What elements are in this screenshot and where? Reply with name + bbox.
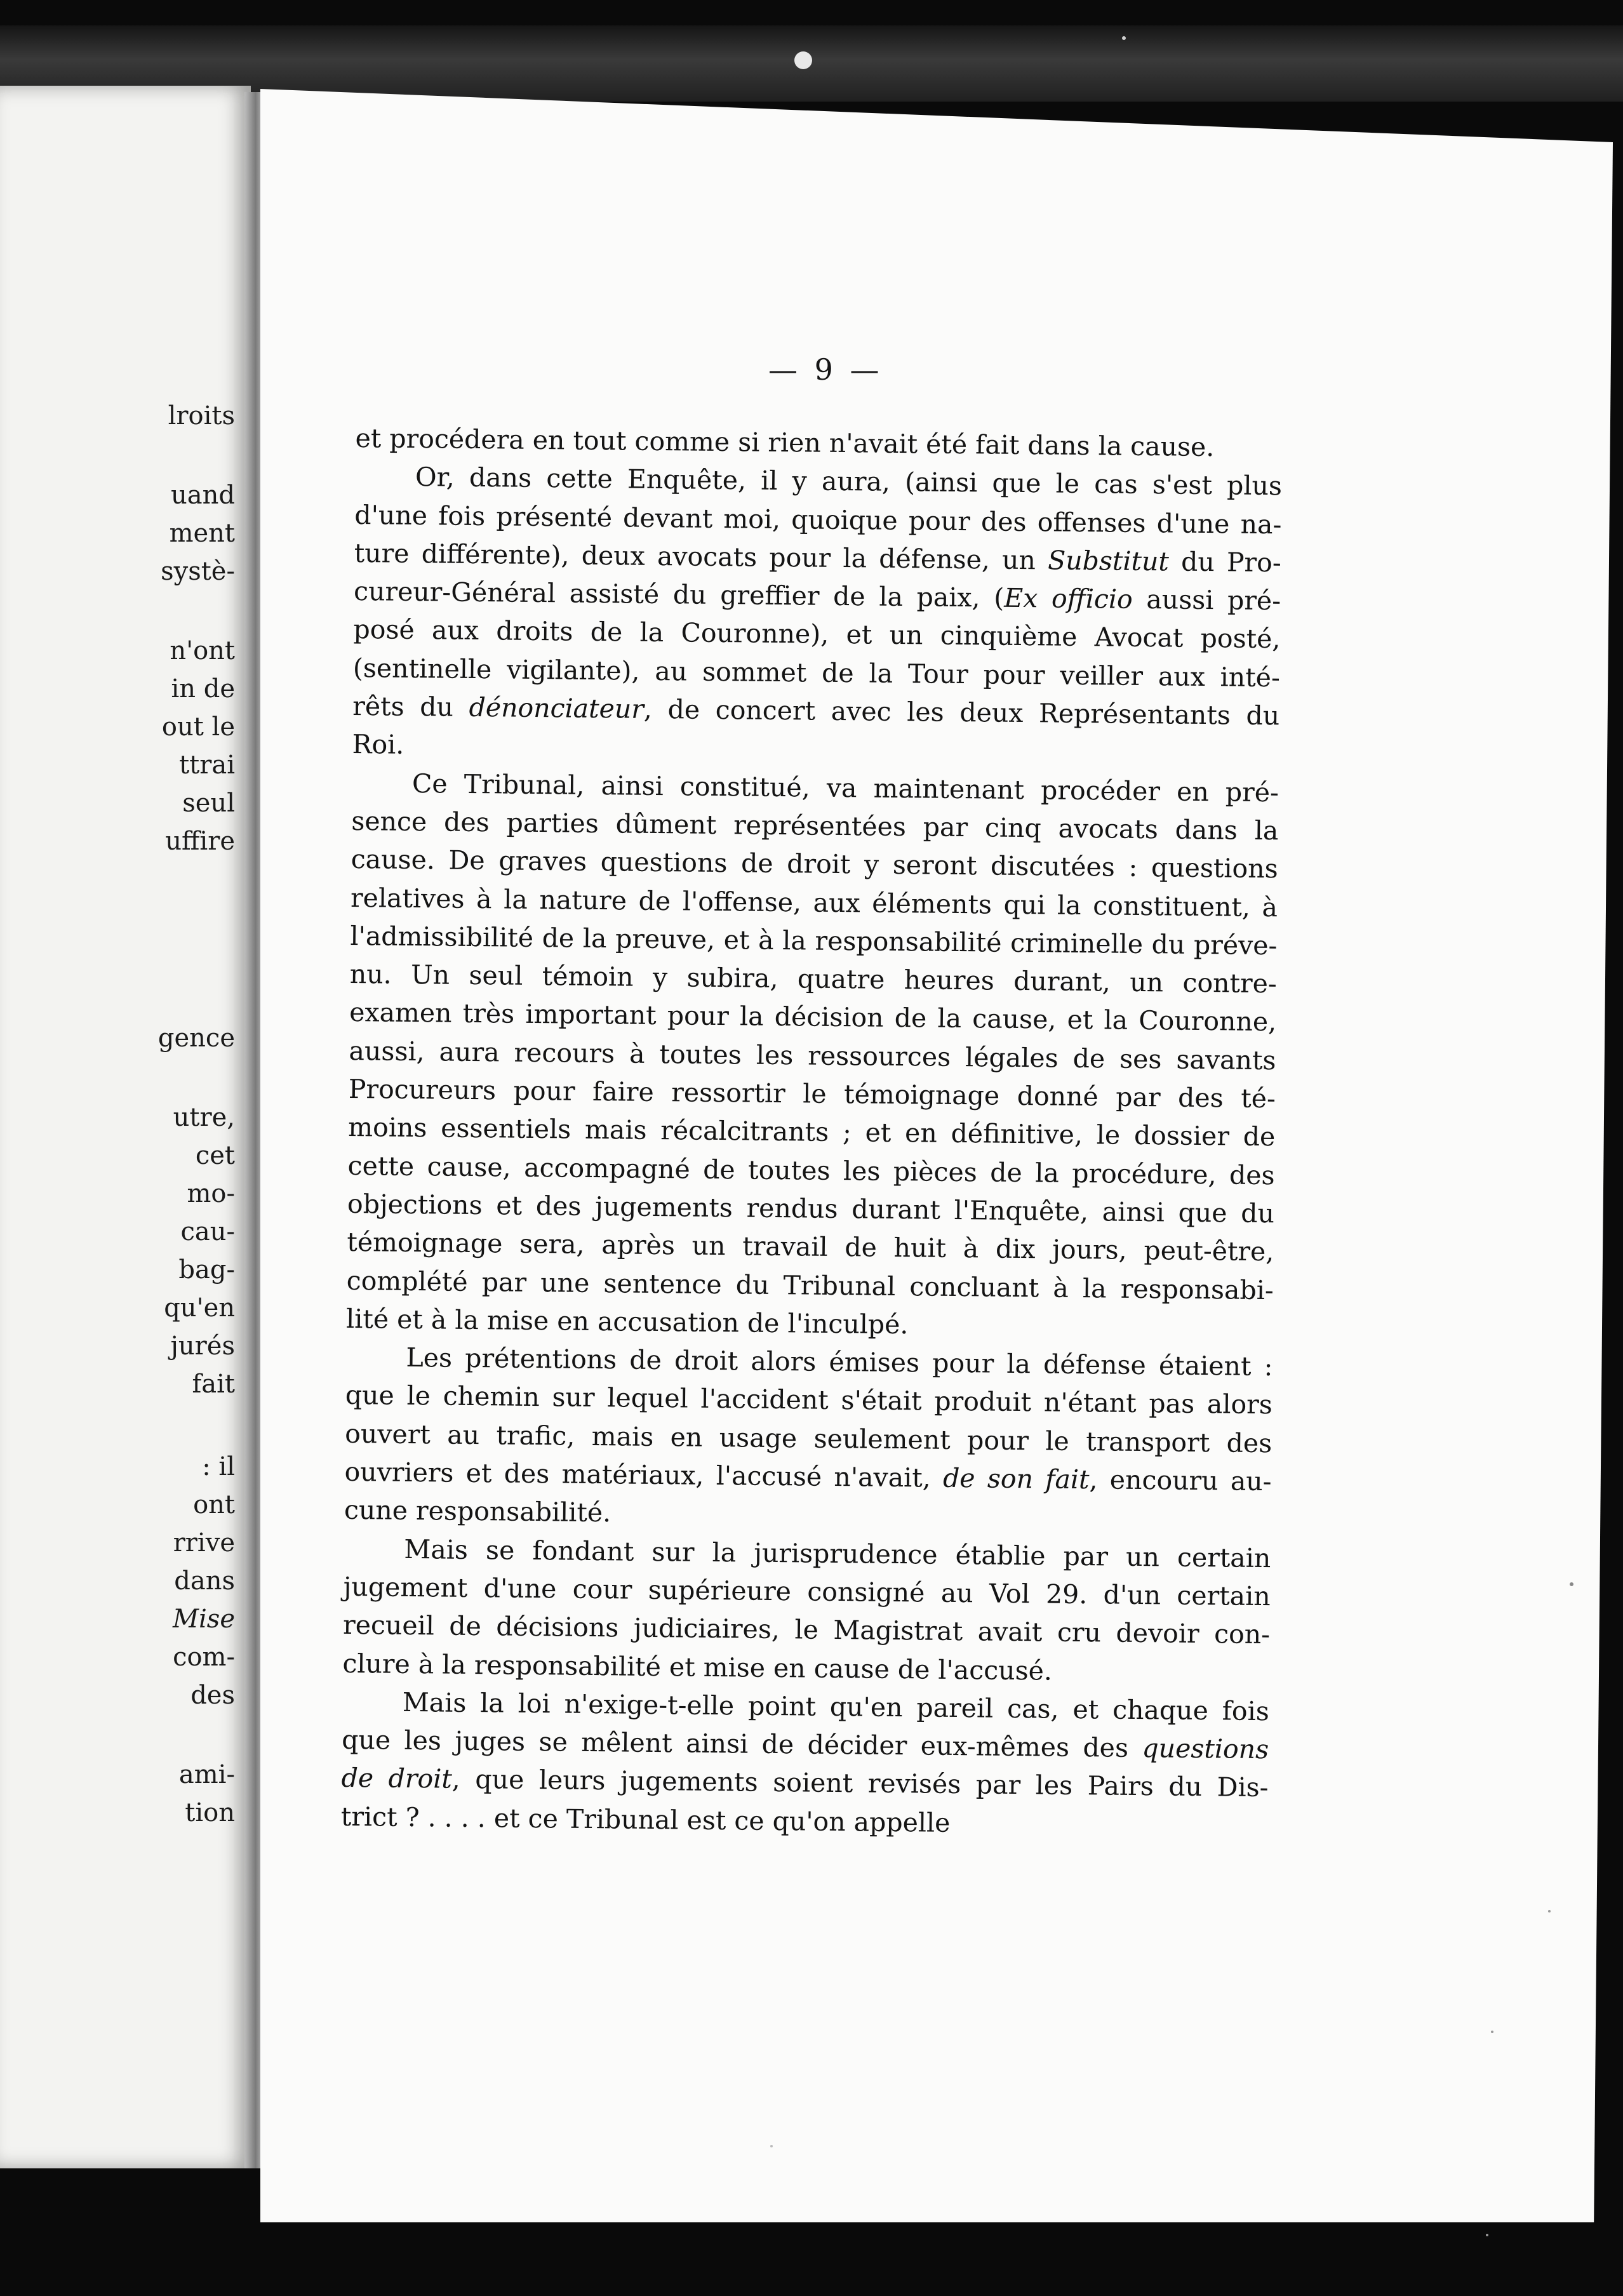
italic-segment: Substitut [1047, 545, 1170, 577]
left-fragment: mo- [187, 1179, 235, 1208]
paragraph [341, 1683, 1269, 1845]
italic-segment: de son fait [942, 1462, 1090, 1495]
italic-segment: questions [1142, 1733, 1269, 1765]
left-fragment: com- [173, 1643, 235, 1672]
left-fragment: jurés [170, 1332, 235, 1361]
text-segment: Roi. [352, 729, 404, 761]
text-segment: complété par une sentence du Tribunal concluant à la responsabi- [346, 1265, 1274, 1305]
text-segment: Les prétentions de droit alors émises pour la défense étaient : [406, 1342, 1273, 1382]
text-segment: ouvriers et des matériaux, l'accusé n'avait, [344, 1456, 944, 1493]
italic-segment: de droit [341, 1763, 453, 1795]
text-segment: Mais la loi n'exige-t-elle point qu'en pareil cas, et chaque fois [402, 1686, 1270, 1726]
text-segment: aussi pré- [1132, 584, 1281, 617]
body-text [341, 419, 1283, 1845]
left-fragment: out le [161, 712, 235, 742]
text-segment: , que leurs jugements soient revisés par les Pairs du Dis- [451, 1764, 1269, 1803]
text-segment: cureur-Général assisté du greffier de la paix, ( [353, 576, 1005, 613]
left-fragment: lroits [168, 401, 235, 431]
left-fragment: systè- [161, 557, 235, 586]
text-segment: cause. De graves questions de droit y seront discutées : questions [351, 844, 1278, 884]
left-fragment: rrive [173, 1528, 235, 1558]
text-segment: relatives à la nature de l'offense, aux éléments qui la constituent, à [350, 882, 1278, 923]
text-segment: Procureurs pour faire ressortir le témoignage donné par des té- [348, 1073, 1276, 1114]
left-fragment: ont [193, 1490, 235, 1519]
left-fragment: ttrai [179, 751, 235, 780]
left-fragment: utre, [173, 1103, 235, 1132]
paragraph [352, 457, 1282, 773]
text-segment: que les juges se mêlent ainsi de décider eux-mêmes des [341, 1724, 1142, 1764]
left-fragment: bag- [178, 1255, 235, 1285]
text-segment: lité et à la mise en accusation de l'inculpé. [345, 1303, 909, 1340]
text-segment: (sentinelle vigilante), au sommet de la Tour pour veiller aux inté- [352, 652, 1281, 693]
text-segment: clure à la responsabilité et mise en cause de l'accusé. [342, 1648, 1053, 1686]
text-segment: que le chemin sur lequel l'accident s'était produit n'étant pas alors [345, 1380, 1273, 1420]
text-segment: , encouru au- [1089, 1464, 1272, 1497]
text-segment: jugement d'une cour supérieure consigné au Vol 29. d'un certain [343, 1571, 1271, 1612]
text-segment: sence des parties dûment représentées par cinq avocats dans la [351, 805, 1279, 846]
left-fragment: dans [174, 1566, 235, 1596]
text-segment: nu. Un seul témoin y subira, quatre heures durant, un contre- [349, 959, 1278, 999]
text-segment: et procédera en tout comme si rien n'avait été fait dans la cause. [355, 422, 1215, 463]
paragraph [342, 1530, 1271, 1692]
text-segment: Mais se fondant sur la jurisprudence établie par un certain [404, 1533, 1271, 1573]
text-segment: cune responsabilité. [344, 1495, 611, 1528]
paragraph [344, 1338, 1273, 1539]
text-segment: ouvert au trafic, mais en usage seulement pour le transport des [345, 1418, 1272, 1458]
left-fragment: n'ont [170, 636, 235, 665]
text-segment: recueil de décisions judiciaires, le Magistrat avait cru devoir con- [342, 1610, 1271, 1650]
text-segment: objections et des jugements rendus durant l'Enquête, ainsi que du [347, 1188, 1275, 1229]
text-segment: cette cause, accompagné de toutes les pièces de la procédure, des [347, 1150, 1275, 1191]
left-fragment: Mise [173, 1605, 235, 1634]
text-segment: d'une fois présenté devant moi, quoique pour des offenses d'une na- [354, 499, 1282, 540]
left-fragment: tion [185, 1798, 235, 1827]
text-segment: Or, dans cette Enquête, il y aura, (ainsi que le cas s'est plus [415, 462, 1283, 502]
left-fragment: fait [192, 1370, 235, 1399]
left-fragment: gence [157, 1024, 235, 1053]
text-segment: , de concert avec les deux Représentants du [643, 693, 1280, 731]
left-fragment: uffire [165, 827, 235, 856]
left-fragment: cet [195, 1141, 235, 1170]
left-fragment: uand [171, 481, 235, 510]
text-segment: ture différente), deux avocats pour la défense, un [354, 537, 1048, 576]
text-segment: moins essentiels mais récalcitrants ; et en définitive, le dossier de [348, 1112, 1276, 1152]
left-fragment: qu'en [164, 1293, 235, 1323]
text-segment: trict ? . . . . et ce Tribunal est ce qu'on appelle [340, 1801, 951, 1838]
text-segment: examen très important pour la décision de la cause, et la Couronne, [349, 997, 1277, 1038]
italic-segment: dénonciateur [469, 691, 645, 724]
left-fragment: seul [182, 789, 235, 818]
left-fragment: : il [202, 1452, 235, 1481]
left-fragment: ment [169, 519, 235, 548]
text-segment: Ce Tribunal, ainsi constitué, va maintenant procéder en pré- [411, 768, 1279, 808]
left-fragment: in de [171, 674, 235, 704]
left-fragment: cau- [180, 1217, 235, 1246]
text-segment: témoignage sera, après un travail de huit à dix jours, peut-être, [347, 1227, 1274, 1267]
italic-segment: Ex officio [1004, 582, 1133, 615]
text-segment: rêts du [352, 691, 469, 723]
text-segment: du Pro- [1168, 546, 1281, 578]
page-number: — 9 — [768, 352, 883, 387]
left-fragment: des [190, 1681, 235, 1710]
text-segment: aussi, aura recours à toutes les ressources légales de ses savants [349, 1035, 1276, 1076]
text-segment: posé aux droits de la Couronne), et un cinquième Avocat posté, [353, 614, 1281, 655]
text-segment: l'admissibilité de la preuve, et à la responsabilité criminelle du préve- [350, 920, 1278, 961]
paragraph [346, 764, 1279, 1348]
left-fragment: ami- [178, 1760, 235, 1789]
left-page [0, 86, 251, 2168]
